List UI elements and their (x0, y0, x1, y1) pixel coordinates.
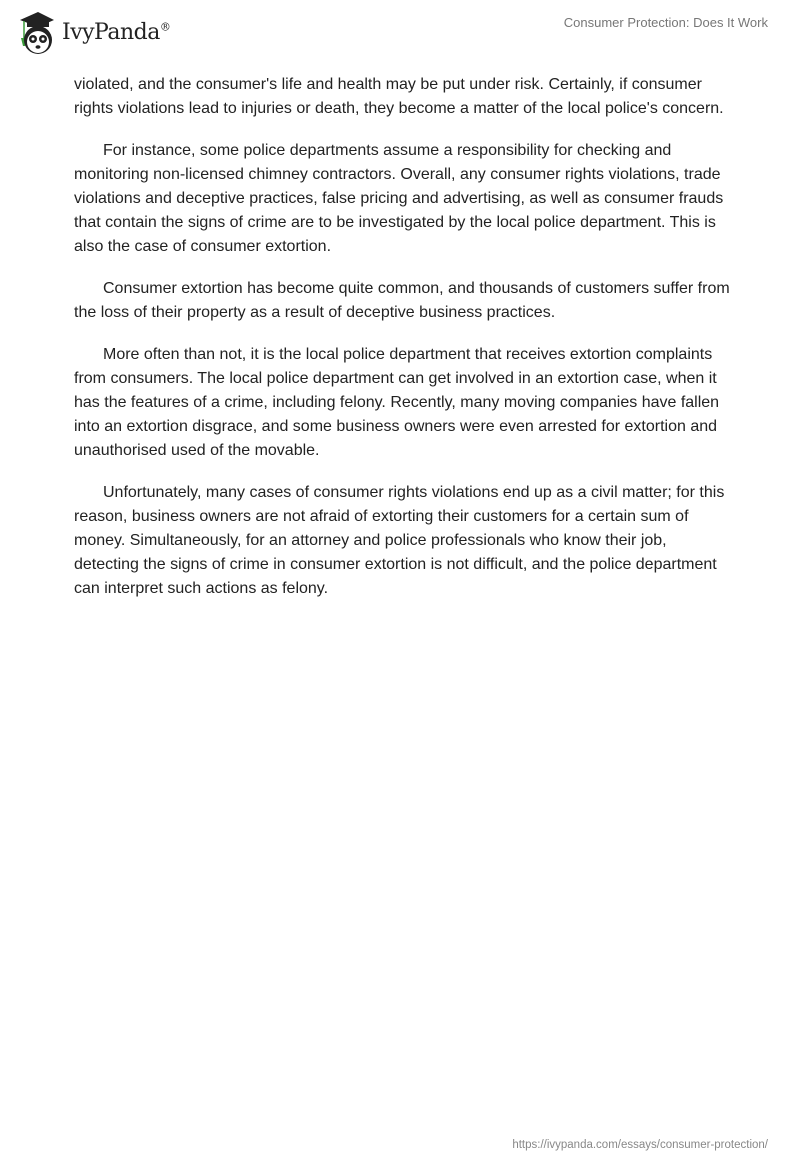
paragraph: Consumer extortion has become quite common, and thousands of customers suffer from the loss of their property as a result of deceptive business practices. (74, 280, 730, 321)
registered-mark: ® (159, 20, 171, 34)
document-title: Consumer Protection: Does It Work (563, 15, 768, 30)
paragraph: violated, and the consumer's life and health may be put under risk. Certainly, if consumer rights violations lead to injuries or death, they become a matter of the local police's concern. (74, 76, 724, 117)
source-url-link[interactable]: https://ivypanda.com/essays/consumer-protection/ (512, 1139, 768, 1151)
essay-body (74, 73, 734, 619)
paragraph: Unfortunately, many cases of consumer rights violations end up as a civil matter; for this reason, business owners are not afraid of extorting their customers for a certain sum of money. Simultaneously, for an attorney and police professionals who know their job, detecting the signs of crime in consumer extortion is not difficult, and the police department can interpret such actions as felony. (74, 484, 725, 597)
paragraph: For instance, some police departments assume a responsibility for checking and monitoring non-licensed chimney contractors. Overall, any consumer rights violations, trade violations and deceptive practices, false pricing and advertising, as well as consumer frauds that contain the signs of crime are to be investigated by the local police department. This is also the case of consumer extortion. (74, 142, 724, 255)
paragraph: More often than not, it is the local police department that receives extortion complaints from consumers. The local police department can get involved in an extortion case, when it has the features of a crime, including felony. Recently, many moving companies have fallen into an extortion disgrace, and some business owners were even arrested for extortion and unauthorised used of the movable. (74, 346, 720, 459)
ivypanda-logo[interactable] (18, 8, 170, 56)
logo-text: IvyPanda (62, 19, 160, 45)
panda-graduate-icon (18, 8, 56, 56)
